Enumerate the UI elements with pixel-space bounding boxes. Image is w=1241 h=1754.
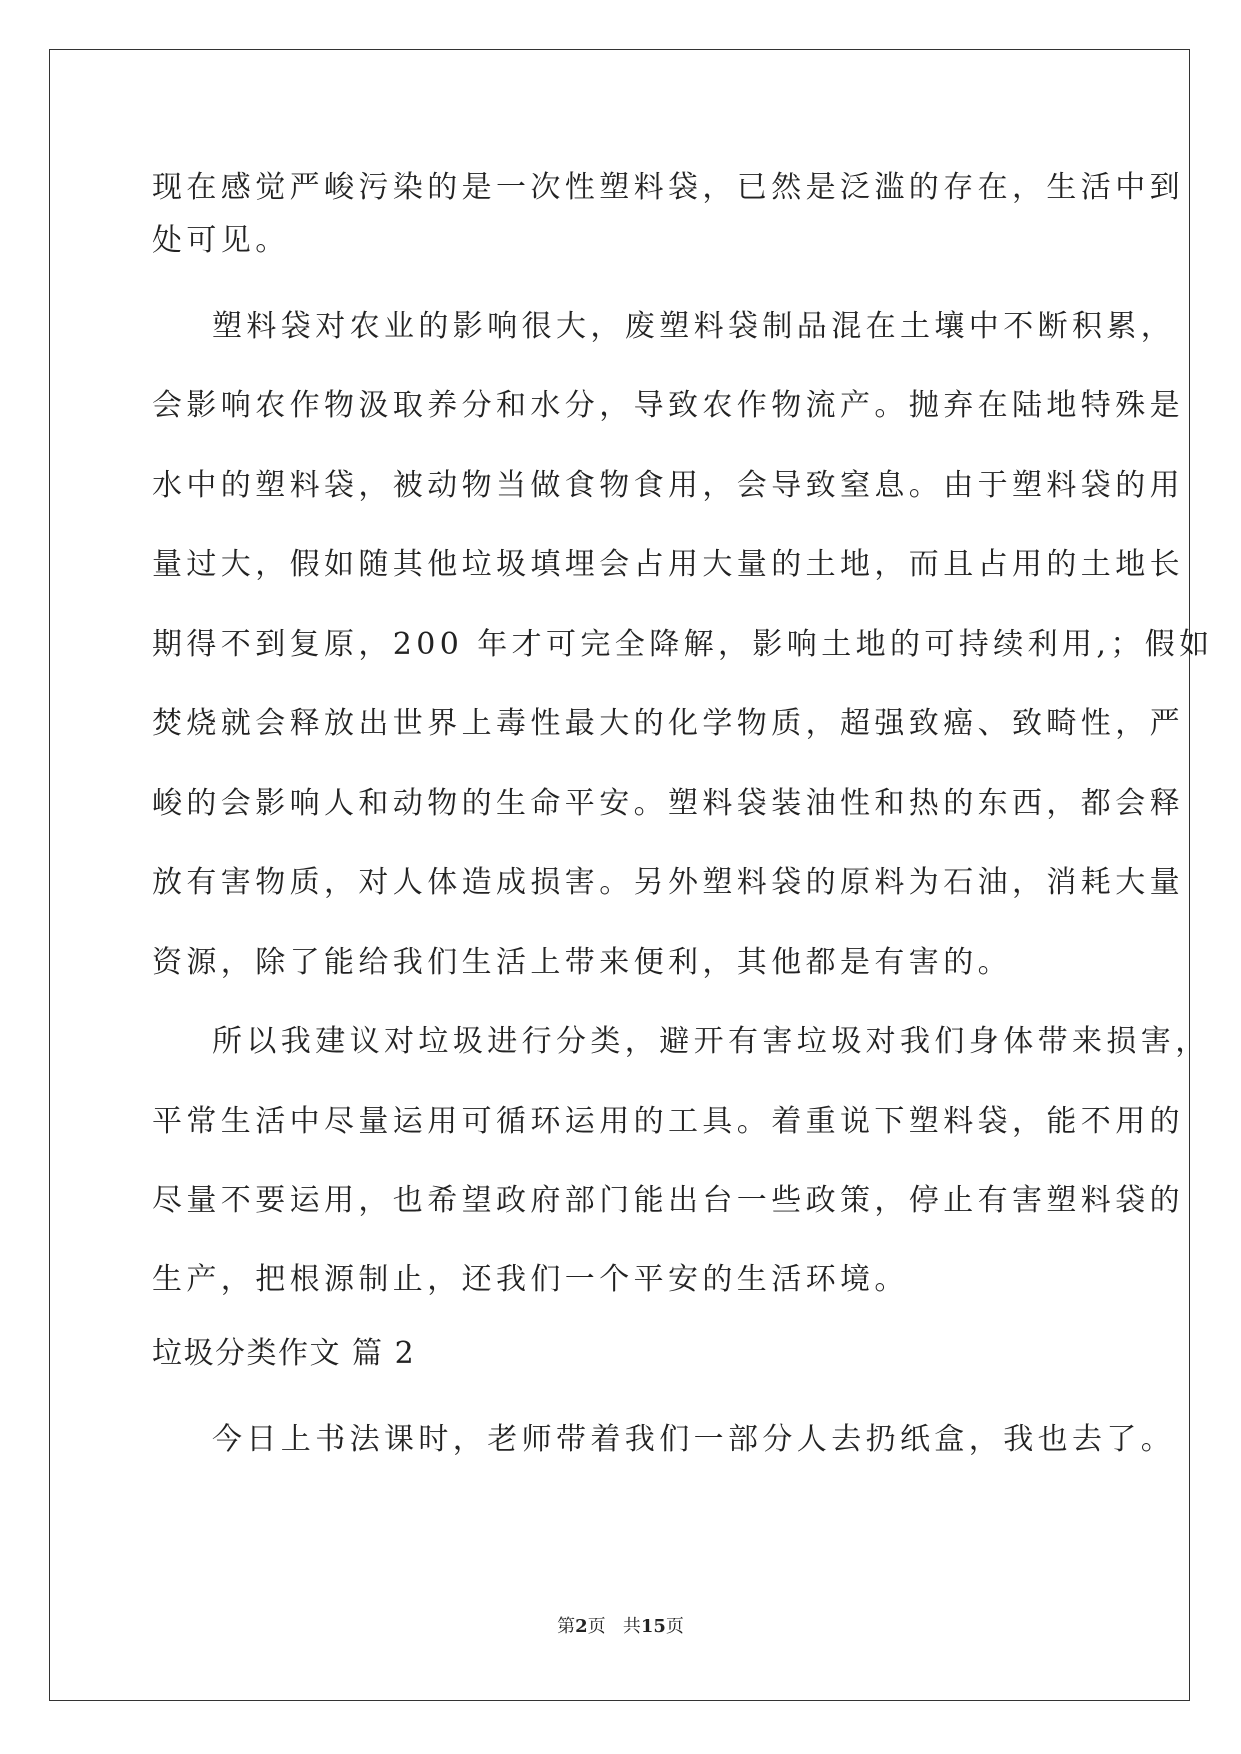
text-line: 放有害物质，对人体造成损害。另外塑料袋的原料为石油，消耗大量 xyxy=(152,865,1184,900)
text-line: 平常生活中尽量运用可循环运用的工具。着重说下塑料袋，能不用的 xyxy=(152,1104,1184,1139)
text-line: 会影响农作物汲取养分和水分，导致农作物流产。抛弃在陆地特殊是 xyxy=(152,388,1184,423)
page-suffix: 页 xyxy=(587,1616,606,1637)
text-line: 处可见。 xyxy=(152,223,290,258)
section-heading: 垃圾分类作文 篇 2 xyxy=(152,1336,416,1371)
text-line: 现在感觉严峻污染的是一次性塑料袋，已然是泛滥的存在，生活中到 xyxy=(152,170,1184,205)
text-line: 峻的会影响人和动物的生命平安。塑料袋装油性和热的东西，都会释 xyxy=(152,786,1184,821)
total-prefix: 共 xyxy=(622,1616,641,1637)
text-line: 焚烧就会释放出世界上毒性最大的化学物质，超强致癌、致畸性，严 xyxy=(152,706,1184,741)
text-line: 尽量不要运用，也希望政府部门能出台一些政策，停止有害塑料袋的 xyxy=(152,1183,1184,1218)
page-prefix: 第 xyxy=(557,1616,576,1637)
text-line: 水中的塑料袋，被动物当做食物食用，会导致窒息。由于塑料袋的用 xyxy=(152,468,1184,503)
text-line: 生产，把根源制止，还我们一个平安的生活环境。 xyxy=(152,1262,909,1297)
paragraph-start-line: 所以我建议对垃圾进行分类，避开有害垃圾对我们身体带来损害， xyxy=(212,1024,1210,1059)
paragraph-start-line: 今日上书法课时，老师带着我们一部分人去扔纸盒，我也去了。 xyxy=(212,1422,1176,1457)
text-line: 资源，除了能给我们生活上带来便利，其他都是有害的。 xyxy=(152,945,1012,980)
text-line: 量过大，假如随其他垃圾填埋会占用大量的土地，而且占用的土地长 xyxy=(152,547,1184,582)
total-suffix: 页 xyxy=(665,1616,684,1637)
paragraph-start-line: 塑料袋对农业的影响很大，废塑料袋制品混在土壤中不断积累， xyxy=(212,309,1176,344)
page-footer xyxy=(0,1615,1241,1639)
page-number: 2 xyxy=(575,1616,588,1637)
text-line: 期得不到复原，200 年才可完全降解，影响土地的可持续利用,；假如 xyxy=(152,627,1214,662)
total-pages: 15 xyxy=(640,1616,666,1637)
